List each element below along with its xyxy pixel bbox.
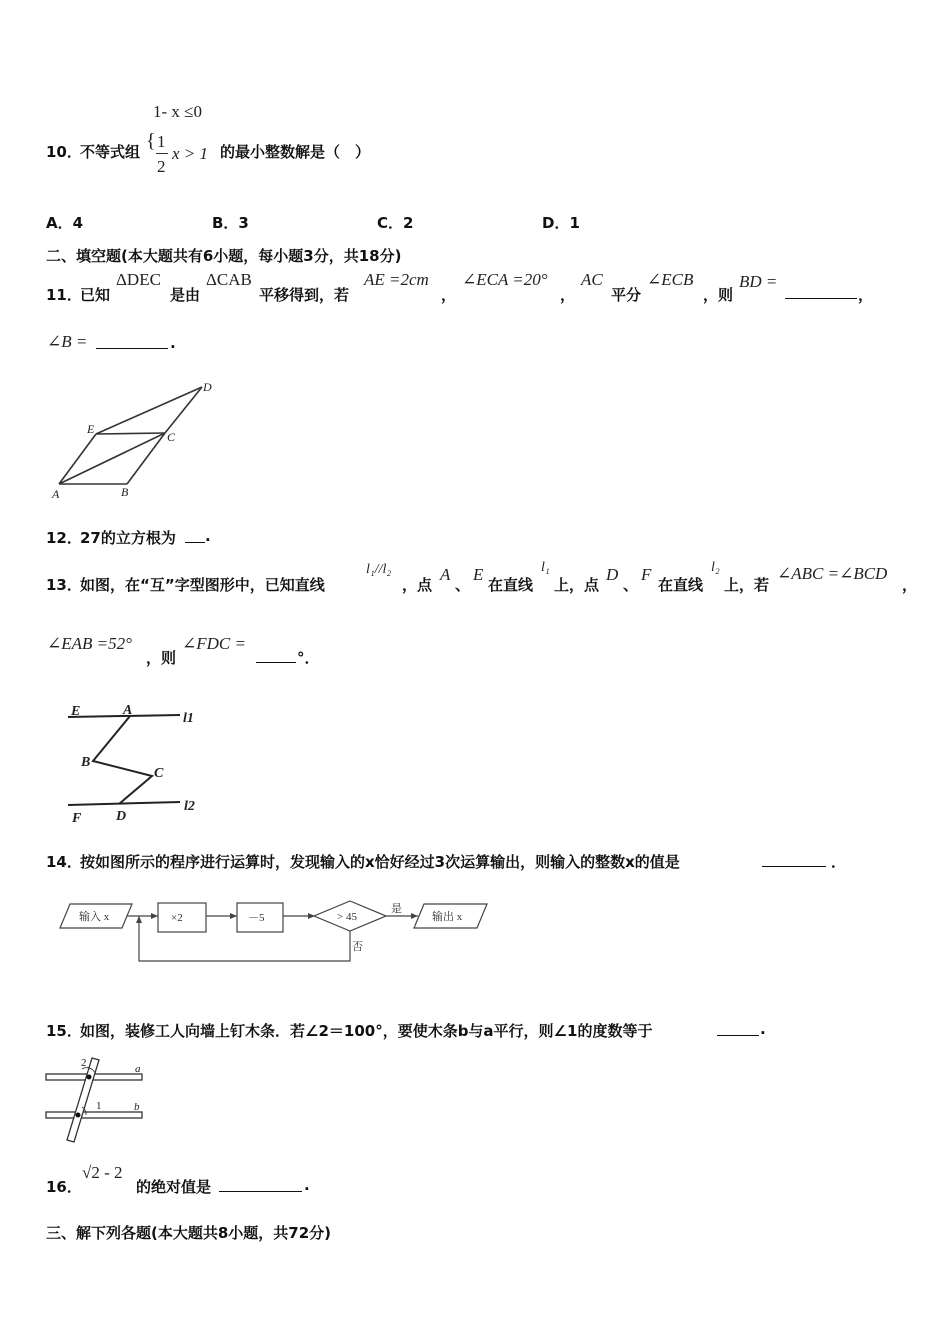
q16-answer-blank[interactable] [219, 1177, 302, 1192]
q13-math-parallel: l₁//l₂ [366, 562, 392, 577]
q14-text: 按如图所示的程序进行运算时，发现输入的x恰好经过3次运算输出，则输入的整数x的值是 [80, 853, 680, 871]
q13-math-eab: ∠EAB =52° [47, 634, 132, 653]
q15-label-b: b [134, 1101, 140, 1113]
q11-label-b: B [121, 485, 129, 499]
q13-line-l2 [68, 802, 180, 805]
q13-number: 13． [46, 576, 82, 594]
q11-segment-ae [59, 434, 96, 484]
q11-text-1: 已知 [80, 286, 111, 304]
q11-label-c: C [167, 430, 176, 444]
q13-sep-2: 、 [623, 576, 639, 594]
q16-math-expression: √2 - 2 [82, 1163, 123, 1182]
q14-arrowhead-1 [151, 913, 158, 919]
q13-label-l1: l1 [183, 711, 194, 726]
q14-op2-label: －5 [248, 912, 265, 924]
q14-answer-blank[interactable] [762, 852, 826, 867]
q14-arrowhead-3 [308, 913, 315, 919]
q14-op1-label: ×2 [171, 912, 183, 924]
q15-label-1: 1 [96, 1100, 102, 1112]
q11-number: 11． [46, 286, 82, 304]
q13-math-l2: l₂ [711, 560, 720, 575]
q12-text: 27的立方根为 [80, 529, 176, 547]
q13-text-3: 在直线 [488, 576, 534, 594]
q14-output-label: 输出 x [432, 911, 463, 923]
q11-math-angle-b: ∠B = [47, 332, 88, 351]
q13-sep-1: 、 [455, 576, 471, 594]
q13-math-f: F [641, 565, 652, 584]
q14-no-label: 否 [352, 941, 363, 953]
q14-number: 14． [46, 853, 82, 871]
q11-segment-cd [165, 387, 202, 433]
q13-math-a: A [440, 565, 451, 584]
q11-answer-blank-1[interactable] [785, 284, 857, 299]
q15-text: 如图，装修工人向墙上钉木条．若∠2＝100°，要使木条b与a平行，则∠1的度数等于 [80, 1022, 653, 1040]
q11-segment-ac [59, 433, 165, 484]
q13-math-d: D [606, 565, 619, 584]
q13-math-e: E [473, 565, 484, 584]
q13-text-6: 上，若 [724, 576, 770, 594]
q11-period: . [170, 334, 176, 352]
q13-text-1: 如图，在“互”字型图形中，已知直线 [80, 576, 325, 594]
q13-label-f: F [72, 811, 82, 826]
q11-math-eca: ∠ECA =20° [462, 270, 548, 289]
q13-label-c: C [154, 766, 164, 781]
q13-label-e: E [71, 704, 81, 719]
q14-arrowhead-2 [230, 913, 237, 919]
q11-segment-ec [96, 433, 165, 434]
q16-number: 16． [46, 1178, 82, 1196]
q13-math-l1: l₁ [541, 560, 550, 575]
q10-system-brace: { [146, 130, 156, 152]
q11-text-2: 是由 [170, 286, 201, 304]
q14-yes-label: 是 [391, 903, 402, 915]
q16-period: . [304, 1176, 310, 1194]
q11-math-ecb: ∠ECB [647, 270, 694, 289]
q15-diagonal-strip [67, 1058, 99, 1142]
q13-comma: ， [902, 576, 918, 594]
q13-figure-hu-shape [62, 700, 212, 830]
q11-text-4: 平分 [611, 286, 642, 304]
q10-fraction-numerator: 1 [157, 132, 166, 151]
q14-period: ． [831, 853, 847, 871]
q13-label-a: A [123, 703, 133, 718]
q11-figure-parallelogram [40, 375, 230, 505]
q13-math-angle-eq: ∠ABC =∠BCD [777, 564, 888, 583]
q13-math-fdc: ∠FDC = [182, 634, 246, 653]
q14-arrowhead-4 [411, 913, 418, 919]
q15-label-2: 2 [81, 1057, 87, 1069]
q12-answer-blank[interactable] [185, 528, 205, 543]
q10-suffix: 的最小整数解是（ ） [220, 143, 371, 161]
q13-text-7: ，则 [146, 649, 177, 667]
q10-fraction-denominator: 2 [157, 157, 166, 176]
q14-input-label: 输入 x [79, 911, 110, 923]
q14-arrowhead-loop [136, 916, 142, 923]
q13-label-b: B [81, 755, 91, 770]
q11-text-3: 平移得到，若 [259, 286, 350, 304]
q13-end: °． [297, 649, 320, 667]
q10-number: 10． [46, 143, 82, 161]
q14-flowchart [55, 895, 495, 970]
q15-nail-top [87, 1075, 92, 1080]
q15-nail-bottom [76, 1113, 81, 1118]
q13-zigzag-abcd [93, 716, 152, 804]
q11-segment-ed [96, 387, 202, 434]
q10-system-top: 1- x ≤0 [153, 102, 202, 121]
q10-option-d: D．1 [542, 214, 580, 232]
q10-option-a: A．4 [46, 214, 84, 232]
q12-period: . [205, 527, 211, 545]
q11-segment-bc [127, 433, 165, 484]
q15-number: 15． [46, 1022, 82, 1040]
q11-text-5: ，则 [703, 286, 734, 304]
q13-answer-blank[interactable] [256, 648, 296, 663]
q11-math-dec: ΔDEC [116, 270, 161, 289]
q10-option-c: C．2 [377, 214, 414, 232]
q13-text-5: 在直线 [658, 576, 704, 594]
q15-strip-b [46, 1112, 142, 1118]
q13-label-d: D [116, 809, 127, 824]
q13-label-l2: l2 [184, 799, 195, 814]
q15-answer-blank[interactable] [717, 1021, 759, 1036]
q10-system-bottom: x > 1 [172, 144, 209, 163]
q11-answer-blank-2[interactable] [96, 334, 168, 349]
q12-number: 12． [46, 529, 82, 547]
q10-prefix: 不等式组 [80, 143, 141, 161]
q16-text: 的绝对值是 [136, 1178, 212, 1196]
q13-text-2: ，点 [402, 576, 433, 594]
section-3-heading: 三、解下列各题(本大题共8小题，共72分) [46, 1224, 332, 1242]
q11-label-e: E [87, 422, 95, 436]
q11-math-bd: BD = [739, 272, 778, 291]
q11-math-ae: AE =2cm [364, 270, 429, 289]
q10-fraction-bar [156, 153, 168, 154]
q11-math-cab: ΔCAB [206, 270, 252, 289]
q11-comma-2: ， [560, 286, 576, 304]
q11-math-ac: AC [581, 270, 603, 289]
q11-label-d: D [203, 380, 212, 394]
q14-condition-label: > 45 [337, 911, 357, 923]
q15-label-a: a [135, 1063, 141, 1075]
q11-label-a: A [52, 487, 60, 501]
q15-period: . [760, 1020, 766, 1038]
section-2-heading: 二、填空题(本大题共有6小题，每小题3分，共18分) [46, 247, 402, 265]
q11-comma-1: ， [441, 286, 457, 304]
q11-comma-3: ， [858, 286, 874, 304]
q15-figure-wooden-strips [42, 1052, 162, 1147]
q13-text-4: 上，点 [554, 576, 600, 594]
q10-option-b: B．3 [212, 214, 249, 232]
